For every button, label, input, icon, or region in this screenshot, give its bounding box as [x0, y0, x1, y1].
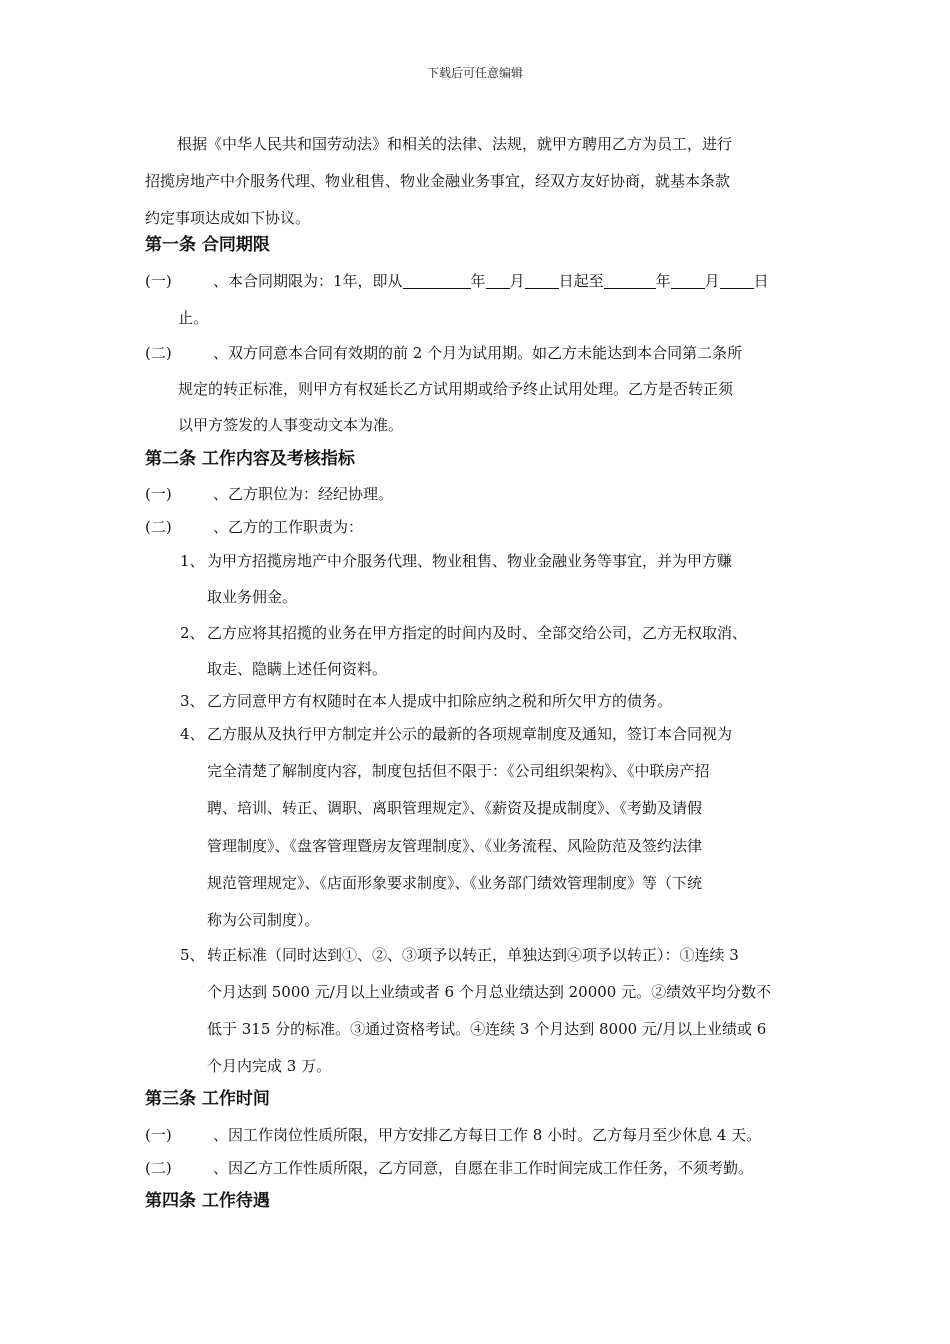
month-label: 月 — [704, 272, 720, 290]
contract-term-text: 、本合同期限为：1年，即从 — [213, 272, 403, 290]
item-marker: (一) — [145, 272, 172, 290]
blank-start-month — [486, 272, 510, 289]
duty-line: 乙方应将其招揽的业务在甲方指定的时间内及时、全部交给公司，乙方无权取消、 — [207, 624, 748, 642]
article-4-heading: 第四条 工作待遇 — [145, 1191, 270, 1211]
article-1-heading: 第一条 合同期限 — [145, 235, 270, 255]
intro-paragraph — [145, 126, 815, 237]
day-label: 日 — [753, 272, 769, 290]
intro-line: 约定事项达成如下协议。 — [145, 209, 311, 227]
item-marker: (一) — [145, 485, 172, 503]
duty-number: 2、 — [180, 624, 205, 642]
duty-line: 聘、培训、转正、调职、离职管理规定》、《薪资及提成制度》、《考勤及请假 — [207, 799, 703, 817]
intro-line: 招揽房地产中介服务代理、物业租售、物业金融业务事宜，经双方友好协商，就基本条款 — [145, 172, 731, 190]
duty-line: 低于 315 分的标准。③通过资格考试。④连续 3 个月达到 8000 元/月以上业绩或 6 — [207, 1020, 767, 1038]
article-3-heading: 第三条 工作时间 — [145, 1089, 270, 1109]
duty-number: 4、 — [180, 725, 205, 743]
item-marker: (二) — [145, 344, 172, 362]
blank-end-year — [604, 272, 656, 289]
item-text: 、因工作岗位性质所限，甲方安排乙方每日工作 8 小时。乙方每月至少休息 4 天。 — [213, 1126, 762, 1144]
duty-line: 取走、隐瞒上述任何资料。 — [207, 660, 388, 678]
duty-line: 取业务佣金。 — [207, 588, 298, 606]
duty-line: 个月内完成 3 万。 — [207, 1057, 332, 1075]
duty-line: 规范管理规定》、《店面形象要求制度》、《业务部门绩效管理制度》等（下统 — [207, 874, 703, 892]
item-text: 、乙方职位为：经纪协理。 — [213, 485, 394, 503]
duty-line: 乙方服从及执行甲方制定并公示的最新的各项规章制度及通知，签订本合同视为 — [207, 725, 733, 743]
blank-end-day — [720, 272, 754, 289]
item-text: 、乙方的工作职责为： — [213, 518, 364, 536]
blank-start-year — [403, 272, 471, 289]
duty-number: 5、 — [180, 946, 205, 964]
article-1-item-1-cont: 止。 — [178, 309, 209, 327]
year-label: 年 — [470, 272, 486, 290]
year-label: 年 — [655, 272, 671, 290]
duty-line: 乙方同意甲方有权随时在本人提成中扣除应纳之税和所欠甲方的债务。 — [207, 692, 673, 710]
item-text: 、双方同意本合同有效期的前 2 个月为试用期。如乙方未能达到本合同第二条所 — [213, 344, 743, 362]
duty-line: 转正标准（同时达到①、②、③项予以转正，单独达到④项予以转正）：①连续 3 — [207, 946, 739, 964]
page-header: 下载后可任意编辑 — [426, 66, 523, 80]
blank-end-month — [671, 272, 705, 289]
item-marker: (二) — [145, 1159, 172, 1177]
item-marker: (二) — [145, 518, 172, 536]
article-1-item-2-cont: 规定的转正标准，则甲方有权延长乙方试用期或给予终止试用处理。乙方是否转正须 — [178, 380, 734, 398]
item-marker: (一) — [145, 1126, 172, 1144]
duty-line: 称为公司制度）。 — [207, 911, 320, 929]
item-text — [213, 268, 769, 294]
month-label: 月 — [509, 272, 525, 290]
duty-number: 3、 — [180, 692, 205, 710]
article-2-heading: 第二条 工作内容及考核指标 — [145, 449, 355, 469]
item-text: 、因乙方工作性质所限，乙方同意，自愿在非工作时间完成工作任务，不须考勤。 — [213, 1159, 754, 1177]
duty-line: 为甲方招揽房地产中介服务代理、物业租售、物业金融业务等事宜，并为甲方赚 — [207, 552, 733, 570]
intro-line: 根据《中华人民共和国劳动法》和相关的法律、法规，就甲方聘用乙方为员工，进行 — [177, 135, 733, 153]
duty-line: 个月达到 5000 元/月以上业绩或者 6 个月总业绩达到 20000 元。②绩效平均分数不 — [207, 983, 772, 1001]
day-label: 日起至 — [558, 272, 604, 290]
article-1-item-2-cont: 以甲方签发的人事变动文本为准。 — [178, 416, 404, 434]
duty-line: 完全清楚了解制度内容，制度包括但不限于：《公司组织架构》、《中联房产招 — [207, 762, 710, 780]
duty-line: 管理制度》、《盘客管理暨房友管理制度》、《业务流程、风险防范及签约法律 — [207, 837, 703, 855]
duty-number: 1、 — [180, 552, 205, 570]
blank-start-day — [525, 272, 559, 289]
